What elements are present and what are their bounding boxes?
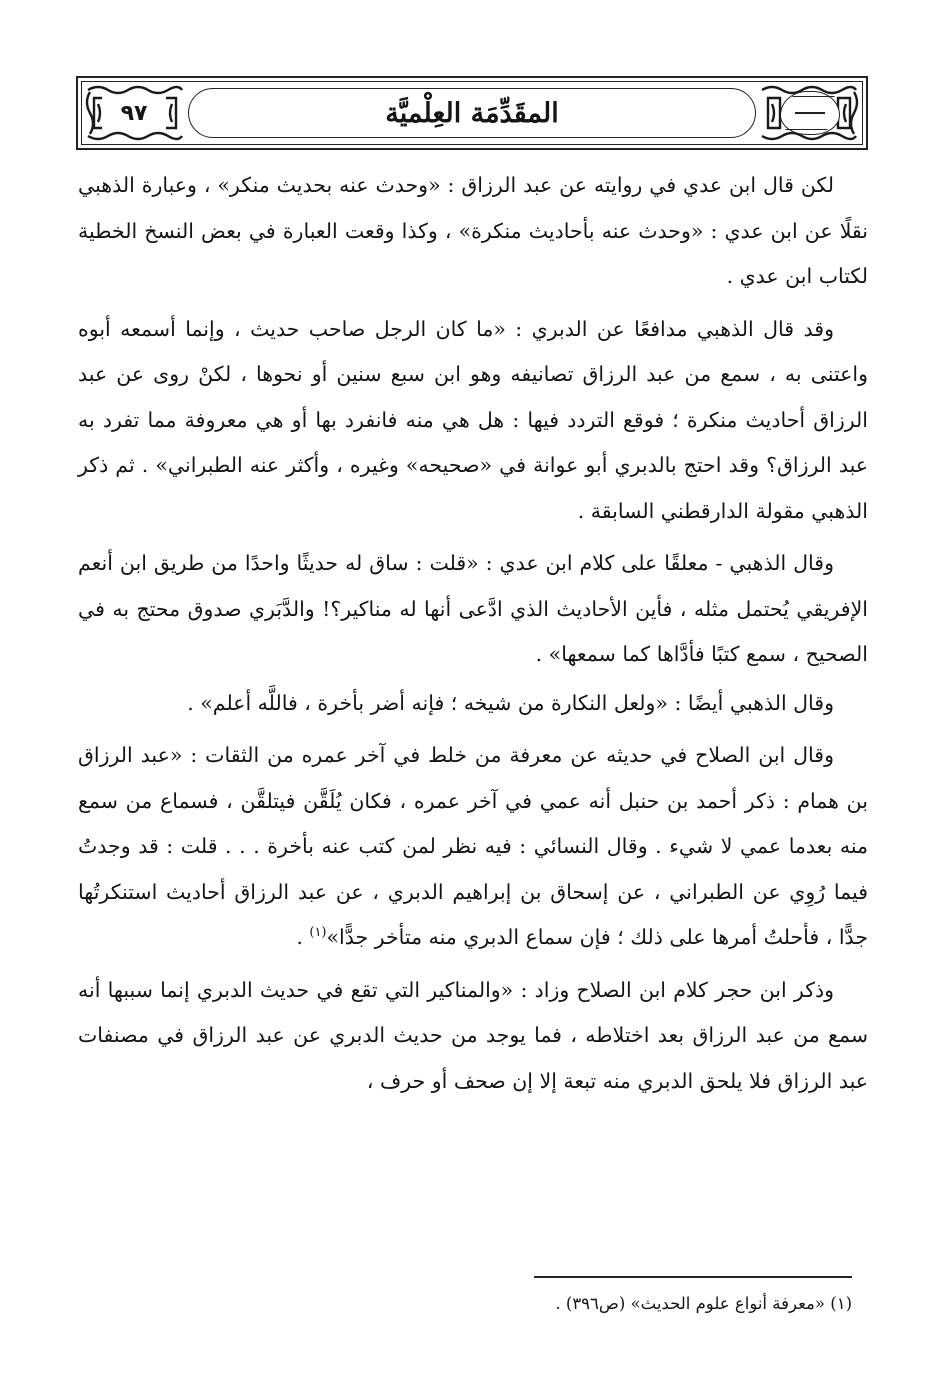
main-text [78,163,868,1111]
paragraph-5-text: وقال ابن الصلاح في حديثه عن معرفة من خلط في آخر عمره من الثقات : «عبد الرزاق بن همام : ذكر أحمد بن حنبل أنه عمي في آخر عمره ، فكان يُلَقَّن فيتلقَّن ، فسماع من سمع منه بعدما عمي لا شيء . وقال النسائي : فيه نظر لمن كتب عنه بأخرة . . . قلت : قد وجدتُ فيما رُوِي عن الطبراني ، عن إسحاق بن إبراهيم الدبري ، عن عبد الرزاق أحاديث استنكرتُها جدًّا ، فأحلتُ أمرها على ذلك ؛ فإن سماع الدبري منه متأخر جدًّا» [78,743,868,949]
footnote-divider [534,1276,852,1278]
paragraph-6: وذكر ابن حجر كلام ابن الصلاح وزاد : «والمناكير التي تقع في حديث الدبري إنما سببها أنه سمع من عبد الرزاق بعد اختلاطه ، فما يوجد من حديث الدبري عن عبد الرزاق في مصنفات عبد الرزاق فلا يلحق الدبري منه تبعة إلا إن صحف أو حرف ، [78,977,868,1093]
paragraph-5-tail: . [296,925,310,949]
footnote-reference[interactable]: (١) [309,925,327,941]
paragraph-1: لكن قال ابن عدي في روايته عن عبد الرزاق : «وحدث عنه بحديث منكر» ، وعبارة الذهبي نقلًا عن ابن عدي : «وحدث عنه بأحاديث منكرة» ، وكذا وقعت العبارة في بعض النسخ الخطية لكتاب ابن عدي . [78,173,868,288]
page-header [76,76,868,150]
page-title: المقَدِّمَة العِلْميَّة [385,97,559,129]
paragraph-2: وقد قال الذهبي مدافعًا عن الدبري : «ما كان الرجل صاحب حديث ، وإنما أسمعه أبوه واعتنى به ، سمع من عبد الرزاق تصانيفه وهو ابن سبع سنين أو نحوها ، لكنْ روى عن عبد الرزاق أحاديث منكرة ؛ فوقع التردد فيها : هل هي منه فانفرد بها أو هي معروفة مما تفرد به عبد الرزاق؟ وقد احتج بالدبري أبو عوانة في «صحيحه» وغيره ، وأكثر عنه الطبراني» . ثم ذكر الذهبي مقولة الدارقطني السابقة . [78,316,868,523]
title-cartouche [188,88,756,138]
page-number: ٩٧ [102,96,166,130]
paragraph-5 [78,733,868,961]
footnote: (١) «معرفة أنواع علوم الحديث» (ص٣٩٦) . [555,1294,852,1313]
paragraph-3: وقال الذهبي - معلقًا على كلام ابن عدي : «قلت : ساق له حديثًا واحدًا من طريق ابن أنعم الإفريقي يُحتمل مثله ، فأين الأحاديث الذي ادَّعى أنها له مناكير؟! والدَّبَري صدوق محتج به في الصحيح ، سمع كتبًا فأدَّاها كما سمعها» . [78,551,868,666]
book-seal-logo [780,91,840,135]
paragraph-4: وقال الذهبي أيضًا : «ولعل النكارة من شيخه ؛ فإنه أضر بأخرة ، فاللَّه أعلم» . [187,690,834,715]
